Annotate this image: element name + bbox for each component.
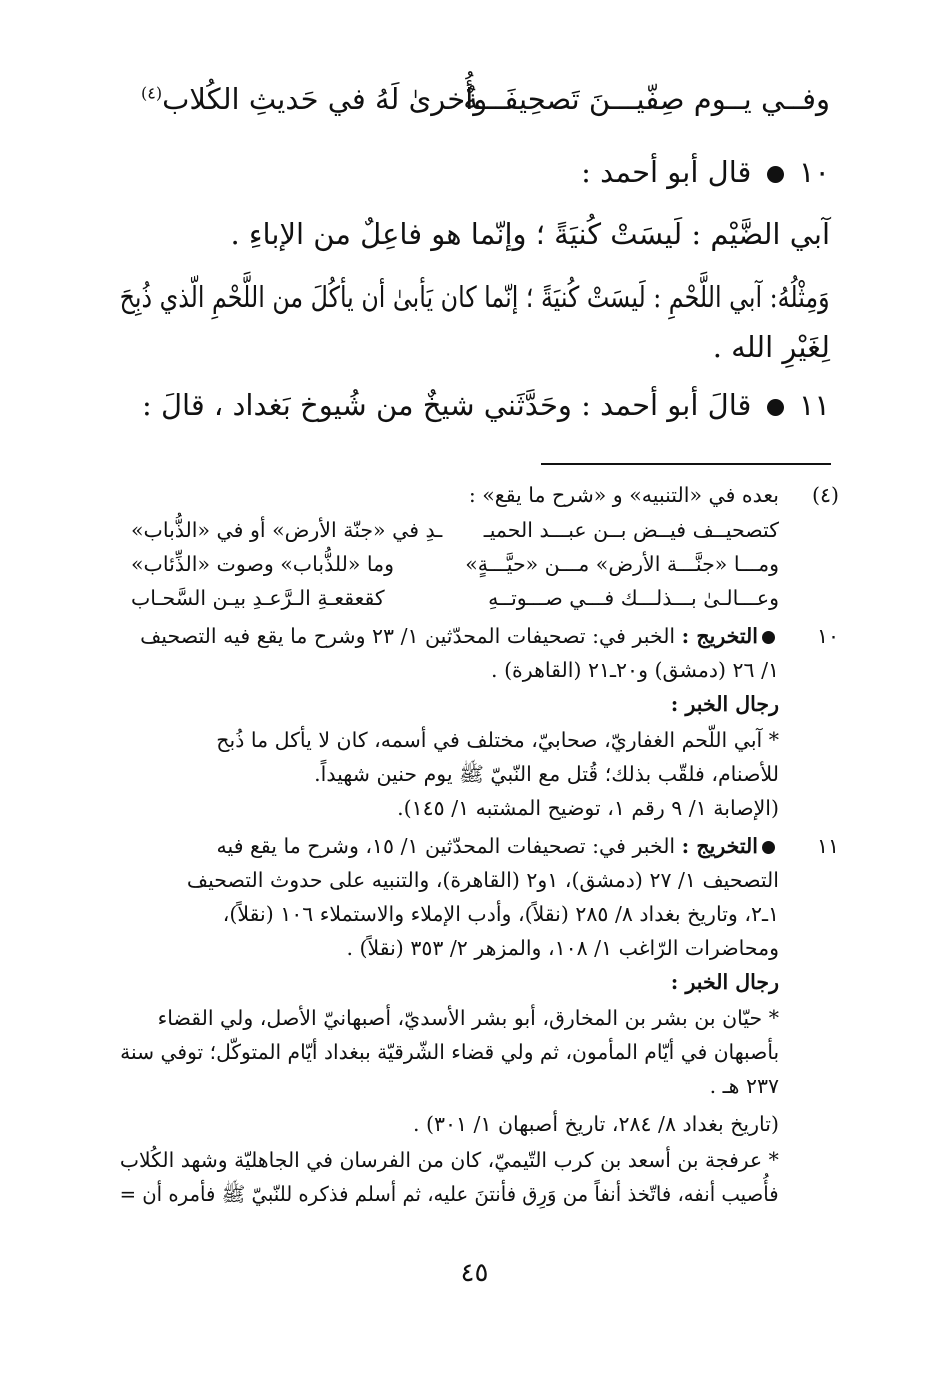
footnote-11-line-1 xyxy=(217,834,779,859)
fn4-verse-2-left: وما «للذُّباب» وصوت «الذِّئاب» xyxy=(131,552,395,576)
footnote-10-para-3: (الإصابة ١/ ٩ رقم ١، توضيح المشتبه ١/ ١٤٥). xyxy=(397,796,779,820)
fn4-verse-3-right: وعـــالـىٰ بـــذلـــك فـــي صـــوتــهِ xyxy=(488,586,779,610)
verse-left-hemistich xyxy=(141,82,487,117)
bullet-icon xyxy=(762,841,775,854)
footnote-11-label: التخريج : xyxy=(681,834,758,858)
item-11-heading xyxy=(142,388,830,423)
item-10-heading xyxy=(581,155,830,190)
item-10-intro: قال أبو أحمد : xyxy=(581,155,752,189)
bullet-icon xyxy=(762,631,775,644)
footnote-10-label: التخريج : xyxy=(681,624,758,648)
footnote-11-para-1: * حيّان بن بشر بن المخارق، أبو بشر الأسديّ، أصبهانيّ الأصل، ولي القضاء xyxy=(157,1006,779,1030)
item-11-intro: قالَ أبو أحمد : وحَدَّثَني شيخٌ من شُيوخ بَغداد ، قالَ : xyxy=(141,388,752,422)
footnote-4-number: (٤) xyxy=(811,483,839,507)
item-11-number: ١١ xyxy=(798,388,830,422)
fn4-verse-1-right: كتصحيــف فيــض بــن عبـــد الحميـ xyxy=(483,518,779,542)
footnote-11-para-5: * عرفجة بن أسعد بن كرب التّيميّ، كان من الفرسان في الجاهليّة وشهد الكُلاب xyxy=(120,1148,779,1172)
item-10-line-2: وَمِثْلُهُ: آبي اللَّحْمِ : لَيسَتْ كُنيَةً ؛ إنّما كان يَأبىٰ أن يأكُلَ من اللَّحْمِ الّذي ذُبِحَ xyxy=(120,280,830,314)
footnote-11-line-2: التصحيف ١/ ٢٧ (دمشق)، ١و٢ (القاهرة)، والتنبيه على حدوث التصحيف xyxy=(186,868,779,892)
page-number: ٤٥ xyxy=(460,1258,489,1288)
footnote-11-para-2: بأصبهان في أيّام المأمون، ثم ولي قضاء الشّرقيّة ببغداد أيّام المتوكّل؛ توفي سنة xyxy=(120,1040,779,1064)
bullet-icon xyxy=(767,399,784,416)
bullet-icon xyxy=(767,166,784,183)
footnote-11-number: ١١ xyxy=(816,834,839,858)
item-10-line-3: لِغَيْرِ الله . xyxy=(712,330,830,364)
footnote-11-para-6: فأُصيب أنفه، فاتّخذ أنفاً من وَرِق فأنتنَ عليه، ثم أسلم فذكره للنّبيّ ﷺ فأمره أن = xyxy=(120,1182,779,1206)
footnote-10-line-1 xyxy=(140,624,779,649)
verse-left-text: وأُخرىٰ لَهُ في حَديثِ الكُلاب xyxy=(162,82,488,116)
footnote-11-line-3: ١ـ٢، وتاريخ بغداد ٨/ ٢٨٥ (نقلاً)، وأدب الإملاء والاستملاء ١٠٦ (نقلاً)، xyxy=(222,902,779,926)
footnote-11-para-3: ٢٣٧ هـ . xyxy=(709,1074,779,1098)
footnote-11-rijal-heading: رجال الخبر : xyxy=(670,970,779,994)
verse-right-hemistich: وفــي يــوم صِفّيـــنَ تَصحِيفَـــةٌ xyxy=(463,82,830,116)
fn4-verse-3-left: كقعقعـةِ الـرَّعـدِ بيـن السَّحـاب xyxy=(131,586,385,610)
footnote-mark: (٤) xyxy=(141,83,163,103)
item-10-number: ١٠ xyxy=(798,155,830,189)
footnote-10-rijal-heading: رجال الخبر : xyxy=(670,692,779,716)
footnote-11-para-4: (تاريخ بغداد ٨/ ٢٨٤، تاريخ أصبهان ١/ ٣٠١) . xyxy=(412,1112,779,1136)
footnote-10-para-2: للأصنام، فلقّب بذلك؛ قُتل مع النّبيّ ﷺ يوم حنين شهيداً. xyxy=(314,762,779,786)
footnote-11-text-1: الخبر في: تصحيفات المحدّثين ١/ ١٥، وشرح ما يقع فيه xyxy=(216,834,676,858)
footnote-11-line-4: ومحاضرات الرّاغب ١/ ١٠٨، والمزهر ٢/ ٣٥٣ (نقلاً) . xyxy=(346,936,779,960)
footnote-10-number: ١٠ xyxy=(816,624,839,648)
footnote-4-intro: بعده في «التنبيه» و «شرح ما يقع» : xyxy=(468,483,779,507)
footnote-10-line-2: ١/ ٢٦ (دمشق) و٢٠ـ٢١ (القاهرة) . xyxy=(491,658,779,682)
footnote-separator xyxy=(541,463,831,465)
fn4-verse-2-right: ومـــا «جنَّـــة الأرض» مـــن «حيَّـــةٍ» xyxy=(465,552,779,576)
footnote-10-para-1: * آبي اللّحم الغفاريّ، صحابيّ، مختلف في أسمه، كان لا يأكل ما ذُبح xyxy=(216,728,779,752)
item-10-line-1: آبي الضَّيْم : لَيسَتْ كُنيَةً ؛ وإنّما هو فاعِلٌ من الإباءِ . xyxy=(230,217,830,251)
footnote-10-text-1: الخبر في: تصحيفات المحدّثين ١/ ٢٣ وشرح ما يقع فيه التصحيف xyxy=(140,624,676,648)
fn4-verse-1-left: ـدِ في «جنّة الأرض» أو في «الذُّباب» xyxy=(131,518,443,542)
